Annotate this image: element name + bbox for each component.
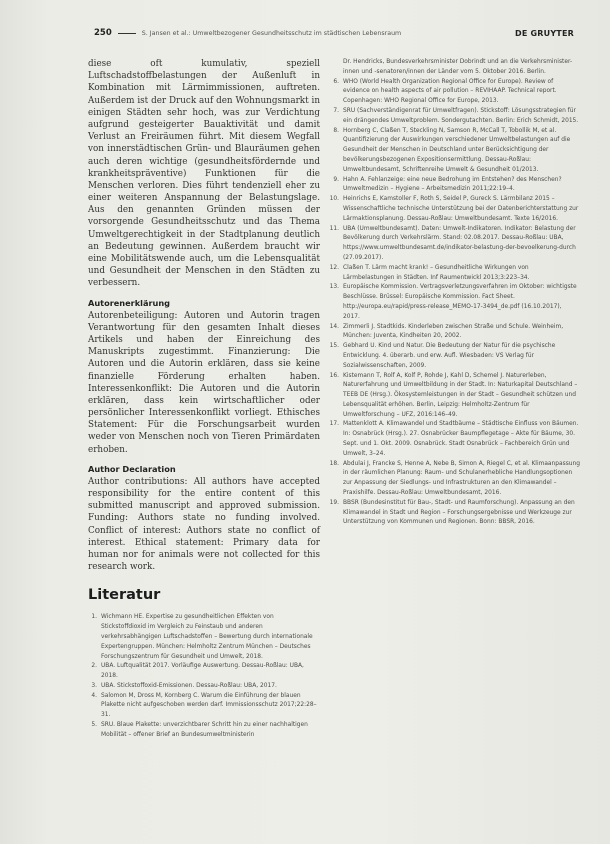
- reference-item: [327, 78, 580, 107]
- reference-text: Hornberg C, Claßen T, Steckling N, Samson R, McCall T, Tobollik M, et al. Quantifizierung der Auswirkungen verschiedener Umweltbelastungen auf die Gesundheit der Menschen in Deutschland unter Berücksichtigung der bevölkerungsbezogenen Expositionsermittlung. Dessau-Roßlau: Umweltbundesamt, Schriftenreihe Umwelt & Gesundheit 01/2013.: [343, 127, 571, 173]
- literature-heading: Literatur: [88, 587, 161, 604]
- reference-number: 12.: [329, 264, 339, 271]
- reference-item: [327, 127, 580, 176]
- reference-text: Salomon M, Dross M, Kornberg C. Warum die Einführung der blauen Plakette nicht aufgeschoben werden darf. Immissionsschutz 2017;22:28–31.: [101, 692, 317, 719]
- reference-number: 18.: [329, 460, 339, 467]
- running-title: S. Jansen et al.: Umweltbezogener Gesundheitsschutz im städtischen Lebensraum: [141, 29, 402, 37]
- reference-number: 10.: [329, 196, 339, 203]
- reference-item: [327, 420, 580, 459]
- reference-number: 5.: [91, 722, 97, 729]
- reference-item: [327, 195, 580, 224]
- reference-item: [327, 342, 580, 371]
- reference-number: 13.: [329, 284, 339, 291]
- reference-text: Abdulai J, Francke S, Henne A, Nebe B, Simon A, Riegel C, et al. Klimaanpassung in der räumlichen Planung: Raum- und Schulanerhebliche Handlungsoptionen zur Anpassung der Siedlungs- und Infrastrukturen an den Klimawandel – Praxishilfe. Dessau-Roßlau: Umweltbundesamt, 2016.: [343, 460, 580, 497]
- reference-text: SRU (Sachverständigenrat für Umweltfragen). Stickstoff: Lösungsstrategien für ein drängendes Umweltproblem. Sondergutachten. Berlin: Erich Schmidt, 2015.: [343, 107, 579, 124]
- left-column: [88, 58, 320, 741]
- reference-text: UBA. Luftqualität 2017. Vorläufige Auswertung. Dessau-Roßlau: UBA, 2018.: [101, 663, 304, 680]
- reference-text: Europäische Kommission. Vertragsverletzungsverfahren im Oktober: wichtigste Beschlüsse. Brüssel: Europäische Kommission. Fact Sheet. http://europa.eu/rapid/press-release_MEMO-17-3494_de.pdf (16.10.2017), 2017.: [343, 284, 577, 320]
- declaration-de-heading: Autorenerklärung: [88, 297, 171, 308]
- header-rule: [118, 33, 136, 34]
- reference-number: 15.: [329, 343, 339, 350]
- reference-item: [327, 107, 580, 127]
- reference-number: 11.: [329, 225, 339, 232]
- declaration-de-text: Autorenbeteiligung: Autoren und Autorin tragen Verantwortung für den gesamten Inhalt dieses Artikels und haben der Einreichung des Manuskripts zugestimmt. Finanzierung: Die Autoren und die Autorin erklären, dass sie keine finanzielle Förderung erhalten haben. Interessenkonflikt: Die Autoren und die Autorin erklären, dass kein wirtschaftlicher oder persönlicher Interessenkonflikt vorliegt. Ethisches Statement: Für die Forschungsarbeit wurden weder von Menschen noch von Tieren Primärdaten erhoben.: [88, 310, 320, 455]
- reference-text: Claßen T. Lärm macht krank! – Gesundheitliche Wirkungen von Lärmbelastungen in Städten. Inf Raumentwickl 2013;3:223–34.: [343, 264, 530, 281]
- reference-text: Wichmann HE. Expertise zu gesundheitlichen Effekten von Stickstoffdioxid im Vergleich zu Feinstaub und anderen verkehrsabhängigen Luftschadstoffen – Bewertung durch internationale Expertengruppen. München: Helmholtz Zentrum München – Deutsches Forschungszentrum für Gesundheit und Umwelt, 2018.: [101, 614, 313, 660]
- reference-item: [88, 721, 320, 741]
- reference-text: UBA (Umweltbundesamt). Daten: Umwelt-Indikatoren. Indikator: Belastung der Bevölkerung durch Verkehrslärm. Stand: 02.08.2017. Dessau-Roßlau: UBA, https://www.umweltbundesamt.de/indikator-belastung-der-bevoelkerung-durch (27.09.2017).: [343, 225, 576, 261]
- reference-text: Gebhard U. Kind und Natur. Die Bedeutung der Natur für die psychische Entwicklung. 4. überarb. und erw. Aufl. Wiesbaden: VS Verlag für Sozialwissenschaften, 2009.: [343, 343, 556, 369]
- reference-number: 9.: [333, 176, 339, 183]
- reference-item: [88, 692, 320, 721]
- reference-continuation: Dr. Hendricks, Bundesverkehrsminister Dobrindt und an die Verkehrsminister-innen und -senatoren/innen der Länder vom 5. Oktober 2016. Berlin.: [343, 59, 573, 75]
- right-column: [327, 58, 580, 528]
- reference-number: 14.: [329, 323, 339, 330]
- reference-item: [88, 613, 320, 662]
- reference-list-left: [88, 613, 320, 740]
- reference-item: [88, 662, 320, 682]
- reference-number: 16.: [329, 372, 339, 379]
- reference-text: UBA. Stickstoffoxid-Emissionen. Dessau-Roßlau: UBA, 2017.: [101, 682, 277, 689]
- reference-number: 8.: [333, 127, 339, 134]
- page-number: 250: [94, 28, 112, 38]
- reference-text: BBSR (Bundesinstitut für Bau-, Stadt- und Raumforschung). Anpassung an den Klimawandel in Stadt und Region – Forschungsergebnisse und Werkzeuge zur Unterstützung von Kommunen und Regionen. Bonn: BBSR, 2016.: [343, 499, 575, 526]
- reference-item: [327, 264, 580, 284]
- reference-number: 2.: [91, 663, 97, 670]
- reference-item: [327, 460, 580, 499]
- reference-item: [327, 323, 580, 343]
- reference-number: 17.: [329, 421, 339, 428]
- declaration-en-heading: Author Declaration: [88, 463, 176, 474]
- reference-number: 4.: [91, 692, 97, 699]
- publisher-name: DE GRUYTER: [515, 28, 574, 38]
- reference-text: Zimmerli J. Stadtkids. Kinderleben zwischen Straße und Schule. Weinheim, München: Juventa, Kindheiten 20, 2002.: [343, 323, 564, 340]
- reference-number: 7.: [333, 107, 339, 114]
- intro-paragraph: diese oft kumulativ, speziell Luftschadstoffbelastungen der Außenluft in Kombination mit Lärmimmissionen, auftreten. Außerdem ist der Druck auf den Wohnungsmarkt in einigen Städten sehr hoch, was zur Verdichtung aufgrund gesteigerter Bauaktivität und damit Verlust an Freiräumen führt. Mit diesem Wegfall von innerstädtischen Grün- und Blauräumen gehen auch deren wichtige (gesundheitsfördernde und krankheitspräventive) Funktionen für die Menschen verloren. Dies führt tendenziell eher zu einer weiteren Anspannung der Belastungslage. Aus den genannten Gründen müssen der vorsorgende Gesundheitsschutz und das Thema Umweltgerechtigkeit in der Stadtplanung deutlich an Bedeutung gewinnen. Außerdem braucht wir eine Mobilitätswende auch, um die Lebensqualität und Gesundheit der Menschen in den Städten zu verbessern.: [88, 59, 320, 289]
- reference-text: Mattenklott A. Klimawandel und Stadtbäume – Städtische Einfluss von Bäumen. In: Osnabrück (Hrsg.). 27. Osnabrücker Baumpflegetage – Akte für Bäume, 30. Sept. und 1. Okt. 2009. Osnabrück. Stadt Osnabrück – Fachbereich Grün und Umwelt, 3–24.: [343, 421, 579, 457]
- reference-text: SRU. Blaue Plakette: unverzichtbarer Schritt hin zu einer nachhaltigen Mobilität – offener Brief an Bundesumweltministerin: [101, 722, 308, 738]
- reference-text: WHO (World Health Organization Regional Office for Europe). Review of evidence on health aspects of air pollution – REVIHAAP. Technical report. Copenhagen: WHO Regional Office for Europe, 2013.: [343, 78, 557, 105]
- reference-number: 1.: [91, 614, 97, 621]
- running-header: [94, 26, 574, 40]
- reference-text: Hahn A. Fehlanzeige: eine neue Bedrohung im Entstehen? des Menschen? Umweltmedizin – Hygiene – Arbeitsmedizin 2011;22:19–4.: [343, 176, 562, 193]
- reference-number: 19.: [329, 499, 339, 506]
- reference-item: [327, 225, 580, 264]
- reference-list-right: [327, 78, 580, 529]
- reference-number: 3.: [91, 682, 97, 689]
- reference-number: 6.: [333, 78, 339, 85]
- reference-item: [327, 499, 580, 528]
- reference-item: [327, 372, 580, 421]
- declaration-en-text: Author contributions: All authors have accepted responsibility for the entire content of this submitted manuscript and approved submission. Funding: Authors state no funding involved. Conflict of interest: Authors state no conflict of interest. Ethical statement: Primary data for human nor for animals were not collected for this research work.: [88, 476, 320, 573]
- reference-item: [327, 176, 580, 196]
- reference-text: Kistemann T, Rolf A, Kolf P, Rohde J, Kahl D, Schemel J. Naturerleben, Naturerfahrung und Umweltbildung in der Stadt. In: Naturkapital Deutschland – TEEB DE (Hrsg.). Ökosystemleistungen in der Stadt – Gesundheit schützen und Lebensqualität erhöhen. Berlin, Leipzig: Helmholtz-Zentrum für Umweltforschung – UFZ, 2016:146–49.: [343, 372, 578, 418]
- reference-text: Heinrichs E, Kamstoller F, Roth S, Seidel P, Gureck S. Lärmbilanz 2015 – Wissenschaftliche technische Unterstützung bei der Datenberichterstattung zur Lärmaktionsplanung. Dessau-Roßlau: Umweltbundesamt. Texte 16/2016.: [343, 196, 579, 222]
- reference-item: [88, 682, 320, 692]
- reference-item: [327, 283, 580, 322]
